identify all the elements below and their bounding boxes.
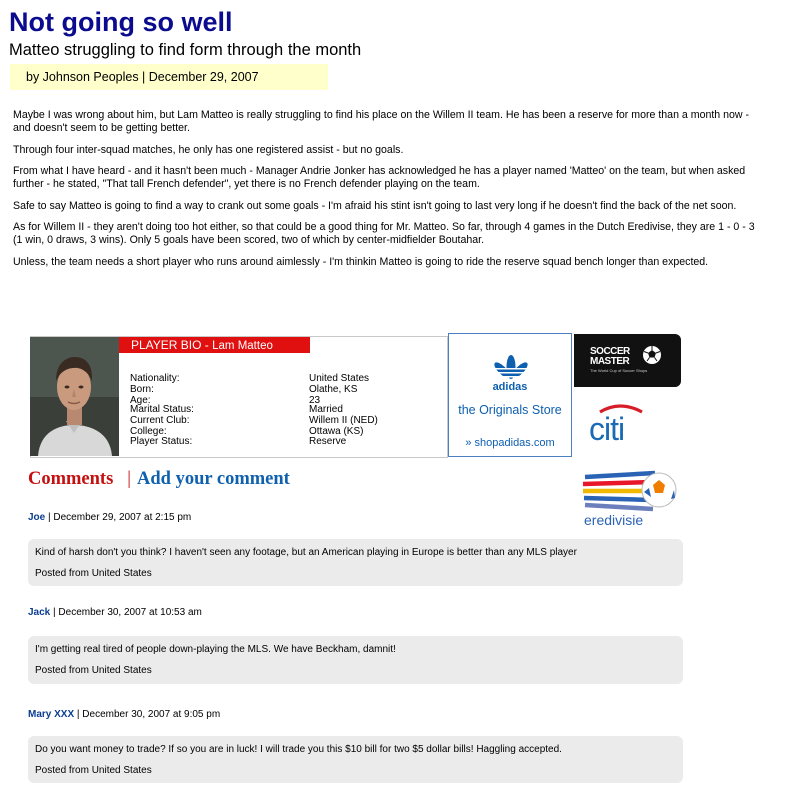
comment-text: Do you want money to trade? If so you are in luck! I will trade you this $10 bill for two $5 dollar bills! Haggling accepted. bbox=[35, 744, 562, 755]
comment-body bbox=[28, 636, 683, 684]
bio-value: United States bbox=[309, 373, 370, 384]
comment-author[interactable]: Mary XXX bbox=[28, 709, 75, 720]
comment-body bbox=[28, 539, 683, 586]
bio-label: Nationality: bbox=[130, 373, 180, 384]
article-paragraph: As for Willem II - they aren't doing too hot either, so that could be a good thing for Mr. Matteo. So far, through 4 games in the Dutch Eredivise, they are 1 - 0 - 3 (1 win, 0 draws, 3 wins). Only 5 goals have been scored, two of which by center-midfielder Boutahar. bbox=[13, 221, 755, 246]
comment-location: Posted from United States bbox=[35, 568, 152, 579]
eredivisie-ad[interactable] bbox=[579, 468, 681, 530]
article-body bbox=[13, 109, 763, 277]
bio-label: College: bbox=[130, 426, 167, 437]
comment-text: I'm getting real tired of people down-playing the MLS. We have Beckham, damnit! bbox=[35, 644, 396, 655]
article-paragraph: Maybe I was wrong about him, but Lam Matteo is really struggling to find his place on the Willem II team. He has been a reserve for more than a month now - and doesn't seem to be getting better. bbox=[13, 109, 750, 134]
comment-meta: Mary XXX | December 30, 2007 at 9:05 pm bbox=[28, 709, 221, 720]
bio-value: 23 bbox=[309, 395, 321, 406]
bio-value: Ottawa (KS) bbox=[309, 426, 364, 437]
adidas-shop-link[interactable]: » shopadidas.com bbox=[465, 437, 555, 449]
bio-label: Age: bbox=[130, 395, 151, 406]
bio-player-name: Lam Matteo bbox=[212, 340, 273, 352]
citi-ad[interactable] bbox=[586, 402, 656, 451]
comment-date: December 30, 2007 at 10:53 am bbox=[58, 607, 202, 618]
soccer-master-tagline: The World Cup of Soccer Shops bbox=[590, 368, 648, 373]
adidas-store-label: the Originals Store bbox=[458, 403, 562, 417]
bio-value: Olathe, KS bbox=[309, 384, 358, 395]
comment-author[interactable]: Jack bbox=[28, 607, 51, 618]
article-paragraph: From what I have heard - and it hasn't been much - Manager Andrie Jonker has acknowledged he has a player named 'Matteo' on the team, but when asked further - he stated, "That tall French defender", yet there is no French defender playing on the team. bbox=[13, 165, 746, 190]
add-comment-link[interactable]: Add your comment bbox=[137, 469, 290, 489]
soccer-master-ad[interactable] bbox=[574, 334, 681, 387]
bio-label: Current Club: bbox=[130, 415, 190, 426]
comments-header bbox=[28, 468, 290, 490]
citi-text: citi bbox=[589, 411, 625, 446]
article-paragraph: Safe to say Matteo is going to find a way to crank out some goals - I'm afraid his stint isn't going to last very long if he doesn't find the back of the net soon. bbox=[13, 199, 737, 212]
comment-location: Posted from United States bbox=[35, 665, 152, 676]
eredivisie-text: eredivisie bbox=[584, 512, 644, 528]
article-title: Not going so well bbox=[9, 7, 233, 37]
comment-author[interactable]: Joe bbox=[28, 512, 46, 523]
comment-date: December 30, 2007 at 9:05 pm bbox=[82, 709, 221, 720]
comment-meta: Jack | December 30, 2007 at 10:53 am bbox=[28, 607, 202, 618]
soccer-master-line1: SOCCER bbox=[590, 346, 630, 357]
comment-text: Kind of harsh don't you think? I haven't seen any footage, but an American playing in Europe is better than any MLS player bbox=[35, 547, 577, 558]
soccer-ball-icon bbox=[642, 345, 662, 365]
article-paragraph: Unless, the team needs a short player who runs around aimlessly - I'm thinkin Matteo is going to ride the reserve squad bench longer than expected. bbox=[13, 255, 709, 268]
soccer-master-line2: MASTER bbox=[590, 356, 630, 367]
adidas-trefoil-icon bbox=[491, 354, 531, 380]
article-byline: by Johnson Peoples | December 29, 2007 bbox=[10, 64, 328, 90]
comment-meta: Joe | December 29, 2007 at 2:15 pm bbox=[28, 512, 192, 523]
adidas-ad[interactable] bbox=[448, 333, 572, 457]
article-paragraph: Through four inter-squad matches, he only has one registered assist - but no goals. bbox=[13, 143, 404, 156]
comments-separator: | bbox=[127, 469, 132, 489]
bio-label: Born: bbox=[130, 384, 154, 395]
citi-logo-icon bbox=[586, 402, 656, 446]
player-photo bbox=[30, 337, 119, 456]
bio-label: Player Status: bbox=[130, 436, 193, 447]
adidas-brand: adidas bbox=[492, 381, 528, 393]
bio-label: Marital Status: bbox=[130, 404, 194, 415]
player-bio-header bbox=[119, 337, 310, 353]
comments-heading: Comments bbox=[28, 469, 114, 489]
article-subtitle: Matteo struggling to find form through the month bbox=[9, 41, 362, 59]
bio-value: Willem II (NED) bbox=[309, 415, 378, 426]
comment-location: Posted from United States bbox=[35, 765, 152, 776]
comment-date: December 29, 2007 at 2:15 pm bbox=[53, 512, 192, 523]
eredivisie-logo-icon bbox=[579, 468, 681, 530]
bio-value: Reserve bbox=[309, 436, 347, 447]
bio-value: Married bbox=[309, 404, 343, 415]
bio-header-label: PLAYER BIO - bbox=[131, 338, 213, 352]
comment-body bbox=[28, 736, 683, 783]
